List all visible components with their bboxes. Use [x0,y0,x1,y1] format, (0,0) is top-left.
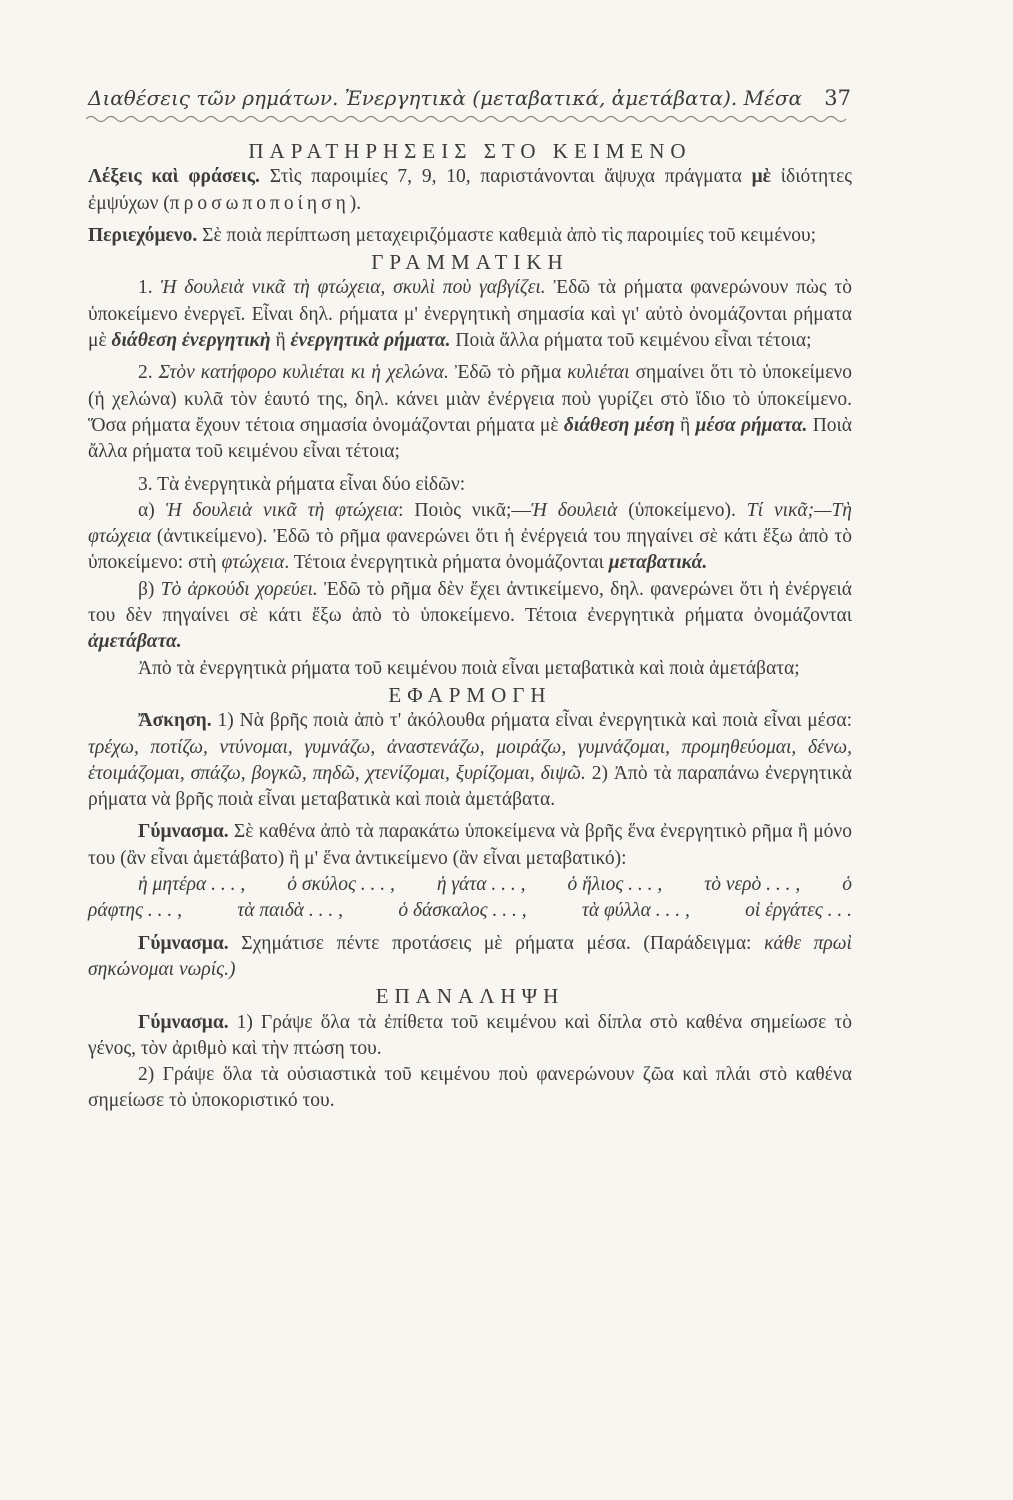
list-item: τὸ νερὸ . . . , [704,874,801,896]
list-item: τὰ παιδὰ . . . , [237,900,344,922]
paragraph-content: Περιεχόμενο. Σὲ ποιὰ περίπτωση μεταχειριζόμαστε καθεμιὰ ἀπὸ τὶς παροιμίες τοῦ κειμένου; [88,224,817,246]
grammar-point-3-question: Ἀπὸ τὰ ἐνεργητικὰ ρήματα τοῦ κειμένου ποιὰ εἶναι μεταβατικὰ καὶ ποιὰ ἀμετάβατα; [138,657,800,679]
grammar-point-2: 2. Στὸν κατήφορο κυλιέται κι ἡ χελώνα. Ἐδῶ τὸ ρῆμα κυλιέται σημαίνει ὅτι τὸ ὑποκείμενο (ἡ χελώνα) κυλᾶ τὸν ἑαυτό της, δηλ. κάνει μιὰν ἐνέργεια ποὺ γυρίζει στὸ ἴδιο τὸ ὑποκείμενο. Ὅσα ρήματα ἔχουν τέτοια σημασία ὀνομάζονται ρήματα μὲ διάθεση μέση ἢ μέσα ρήματα. Ποιὰ ἄλλα ρήματα τοῦ κειμένου εἶναι τέτοια; [88,362,852,463]
page-number: 37 [824,86,851,110]
section-heading-revision: ΕΠΑΝΑΛΗΨΗ [375,984,565,1009]
grammar-point-1: 1. Ἡ δουλειὰ νικᾶ τὴ φτώχεια, σκυλὶ ποὺ γαβγίζει. Ἐδῶ τὰ ρήματα φανερώνουν πὼς τὸ ὑποκείμενο ἐνεργεῖ. Εἶναι δηλ. ρήματα μ' ἐνεργητικὴ σημασία καὶ γι' αὐτὸ ὀνομάζονται ρήματα μὲ διάθεση ἐνεργητικὴ ἢ ἐνεργητικὰ ρήματα. Ποιὰ ἄλλα ρήματα τοῦ κειμένου εἶναι τέτοια; [88,277,852,352]
grammar-point-3b: β) Τὸ ἀρκούδι χορεύει. Ἐδῶ τὸ ρῆμα δὲν ἔχει ἀντικείμενο, δηλ. φανερώνει ὅτι ἡ ἐνέργειά του δὲν πηγαίνει σὲ κάτι ἔξω ἀπὸ τὸ ὑποκείμενο. Τέτοια ἐνεργητικὰ ρήματα ὀνομάζονται ἀμετάβατα. [88,578,852,653]
exercise-askisi: Ἄσκηση. 1) Νὰ βρῆς ποιὰ ἀπὸ τ' ἀκόλουθα ρήματα εἶναι ἐνεργητικὰ καὶ ποιὰ εἶναι μέσα: τρέχω, ποτίζω, ντύνομαι, γυμνάζω, ἀναστενάζω, μοιράζω, γυμνάζομαι, προμηθεύομαι, δένω, ἑτοιμάζομαι, σπάζω, βογκῶ, πηδῶ, χτενίζομαι, ξυρίζομαι, διψῶ. 2) Ἀπὸ τὰ παραπάνω ἐνεργητικὰ ρήματα νὰ βρῆς ποιὰ εἶναι μεταβατικὰ καὶ ποιὰ ἀμετάβατα. [88,710,852,811]
list-item: ράφτης . . . , [88,900,182,922]
subject-list-row-1 [88,872,852,898]
list-item: ἡ μητέρα . . . , [138,874,246,896]
section-heading-grammar: ΓΡΑΜΜΑΤΙΚΗ [371,250,569,275]
revision-gymnasma-2: 2) Γράψε ὅλα τὰ οὐσιαστικὰ τοῦ κειμένου ποὺ φανερώνουν ζῶα καὶ πλάι στὸ καθένα σημείωσε τὸ ὑποκοριστικό του. [88,1064,852,1112]
exercise-gymnasma-2: Γύμνασμα. Σχημάτισε πέντε προτάσεις μὲ ρήματα μέσα. (Παράδειγμα: κάθε πρωὶ σηκώνομαι νωρίς.) [88,932,852,980]
section-heading-application: ΕΦΑΡΜΟΓΗ [388,682,552,707]
exercise-gymnasma-1: Γύμνασμα. Σὲ καθένα ἀπὸ τὰ παρακάτω ὑποκείμενα νὰ βρῆς ἕνα ἐνεργητικὸ ρῆμα ἢ μόνο του (ἂν εἶναι ἀμετάβατο) ἢ μ' ἕνα ἀντικείμενο (ἂν εἶναι μεταβατικό): [88,821,852,869]
list-item: οἱ ἐργάτες . . . [745,900,852,922]
section-heading-observations: ΠΑΡΑΤΗΡΗΣΕΙΣ ΣΤΟ ΚΕΙΜΕΝΟ [248,139,692,163]
revision-gymnasma-1: Γύμνασμα. 1) Γράψε ὅλα τὰ ἐπίθετα τοῦ κειμένου καὶ δίπλα στὸ καθένα σημείωσε τὸ γένος, τὸν ἀριθμὸ καὶ τὴν πτώση του. [88,1011,852,1059]
grammar-point-3-intro: 3. Τὰ ἐνεργητικὰ ρήματα εἶναι δύο εἰδῶν: [138,473,466,495]
wavy-rule [86,114,851,124]
list-item: ὁ [842,874,852,896]
list-item: τὰ φύλλα . . . , [581,900,690,922]
list-item: ἡ γάτα . . . , [436,874,526,896]
page-body [88,138,852,1115]
paragraph-lexeis: Λέξεις καὶ φράσεις. Στὶς παροιμίες 7, 9, 10, παριστάνονται ἄψυχα πράγματα μὲ ἰδιότητες ἐμψύχων (προσωποποίηση). [88,166,852,214]
grammar-point-3a: α) Ἡ δουλειὰ νικᾶ τὴ φτώχεια: Ποιὸς νικᾶ;—Ἡ δουλειὰ (ὑποκείμενο). Τί νικᾶ;—Τὴ φτώχεια (ἀντικείμενο). Ἐδῶ τὸ ρῆμα φανερώνει ὅτι ἡ ἐνέργειά του πηγαίνει σὲ κάτι ἔξω ἀπὸ τὸ ὑποκείμενο: στὴ φτώχεια. Τέτοια ἐνεργητικὰ ρήματα ὀνομάζονται μεταβατικά. [88,499,852,574]
running-head [88,86,851,110]
running-head-title: Διαθέσεις τῶν ρημάτων. Ἐνεργητικὰ (μεταβατικά, ἀμετάβατα). Μέσα [88,86,803,110]
list-item: ὁ ἥλιος . . . , [567,874,663,896]
subject-list-row-2 [88,898,852,924]
list-item: ὁ σκύλος . . . , [287,874,395,896]
list-item: ὁ δάσκαλος . . . , [398,900,527,922]
